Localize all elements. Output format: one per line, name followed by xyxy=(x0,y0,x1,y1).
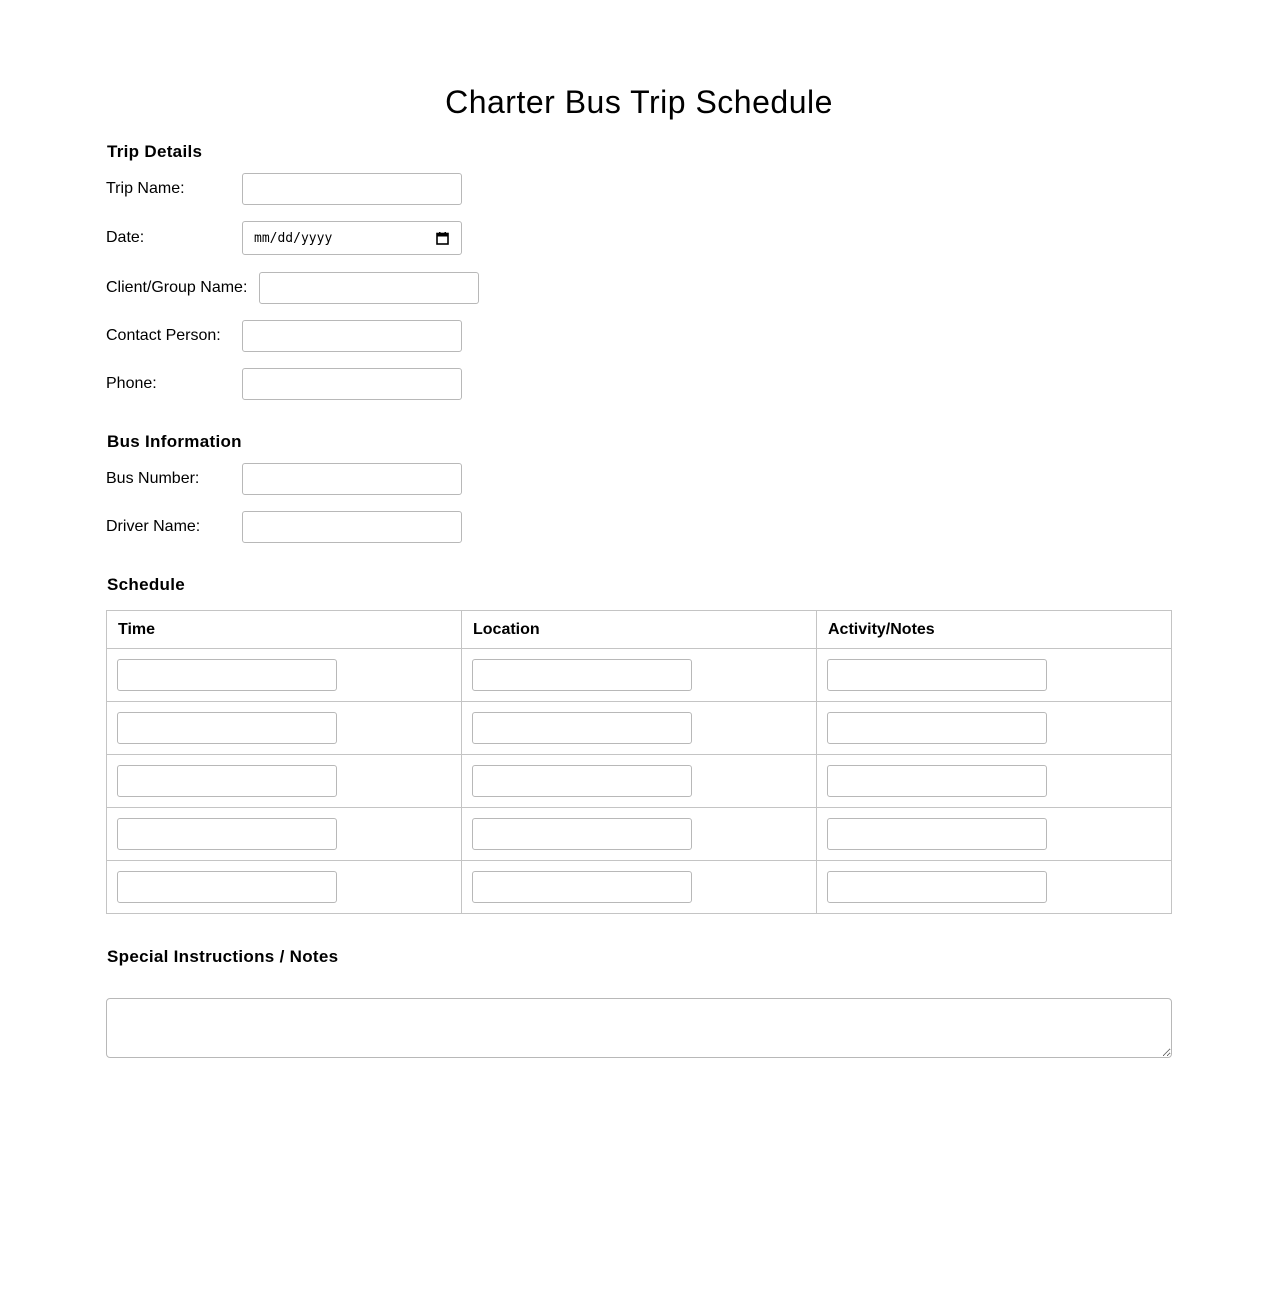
phone-input[interactable] xyxy=(242,368,462,400)
location-input[interactable] xyxy=(472,659,692,691)
time-input[interactable] xyxy=(117,765,337,797)
location-cell xyxy=(462,861,817,914)
activity-notes-input[interactable] xyxy=(827,712,1047,744)
activity-cell xyxy=(817,649,1172,702)
time-input[interactable] xyxy=(117,659,337,691)
trip-name-input[interactable] xyxy=(242,173,462,205)
schedule-table xyxy=(106,610,1172,914)
date-input[interactable] xyxy=(242,221,462,255)
phone-label: Phone: xyxy=(106,375,157,392)
activity-notes-input[interactable] xyxy=(827,765,1047,797)
column-header-location: Location xyxy=(462,611,817,649)
contact-person-input[interactable] xyxy=(242,320,462,352)
activity-notes-input[interactable] xyxy=(827,659,1047,691)
activity-cell xyxy=(817,808,1172,861)
location-cell xyxy=(462,702,817,755)
date-placeholder: mm/dd/yyyy xyxy=(254,230,333,246)
location-input[interactable] xyxy=(472,818,692,850)
driver-name-label: Driver Name: xyxy=(106,518,201,535)
time-input[interactable] xyxy=(117,871,337,903)
bus-number-label: Bus Number: xyxy=(106,470,200,487)
location-input[interactable] xyxy=(472,871,692,903)
time-cell xyxy=(107,702,462,755)
date-label: Date: xyxy=(106,229,145,246)
trip-name-label: Trip Name: xyxy=(106,180,185,197)
location-cell xyxy=(462,649,817,702)
activity-notes-input[interactable] xyxy=(827,818,1047,850)
field-row-client xyxy=(106,272,479,304)
activity-notes-input[interactable] xyxy=(827,871,1047,903)
client-group-name-input[interactable] xyxy=(259,272,479,304)
time-cell xyxy=(107,649,462,702)
field-row-phone xyxy=(106,368,462,400)
field-row-date xyxy=(106,221,462,255)
field-row-contact xyxy=(106,320,462,352)
bus-number-input[interactable] xyxy=(242,463,462,495)
table-row xyxy=(107,755,1172,808)
table-row xyxy=(107,649,1172,702)
section-heading-trip-details: Trip Details xyxy=(107,142,203,161)
time-input[interactable] xyxy=(117,712,337,744)
time-cell xyxy=(107,755,462,808)
field-row-trip-name xyxy=(106,173,462,205)
table-row xyxy=(107,808,1172,861)
contact-person-label: Contact Person: xyxy=(106,327,221,344)
field-row-bus-number xyxy=(106,463,462,495)
special-instructions-textarea[interactable] xyxy=(106,998,1172,1058)
location-cell xyxy=(462,755,817,808)
time-cell xyxy=(107,808,462,861)
section-heading-special-instructions: Special Instructions / Notes xyxy=(107,947,339,966)
time-input[interactable] xyxy=(117,818,337,850)
schedule-header-row xyxy=(107,611,1172,649)
location-input[interactable] xyxy=(472,765,692,797)
column-header-time: Time xyxy=(107,611,462,649)
location-input[interactable] xyxy=(472,712,692,744)
section-heading-bus-information: Bus Information xyxy=(107,432,242,451)
column-header-activity-notes: Activity/Notes xyxy=(817,611,1172,649)
location-cell xyxy=(462,808,817,861)
activity-cell xyxy=(817,702,1172,755)
field-row-driver-name xyxy=(106,511,462,543)
table-row xyxy=(107,702,1172,755)
time-cell xyxy=(107,861,462,914)
driver-name-input[interactable] xyxy=(242,511,462,543)
activity-cell xyxy=(817,755,1172,808)
section-heading-schedule: Schedule xyxy=(107,575,185,594)
client-group-name-label: Client/Group Name: xyxy=(106,279,248,296)
page-title: Charter Bus Trip Schedule xyxy=(445,84,833,120)
table-row xyxy=(107,861,1172,914)
calendar-icon[interactable] xyxy=(436,232,449,245)
activity-cell xyxy=(817,861,1172,914)
